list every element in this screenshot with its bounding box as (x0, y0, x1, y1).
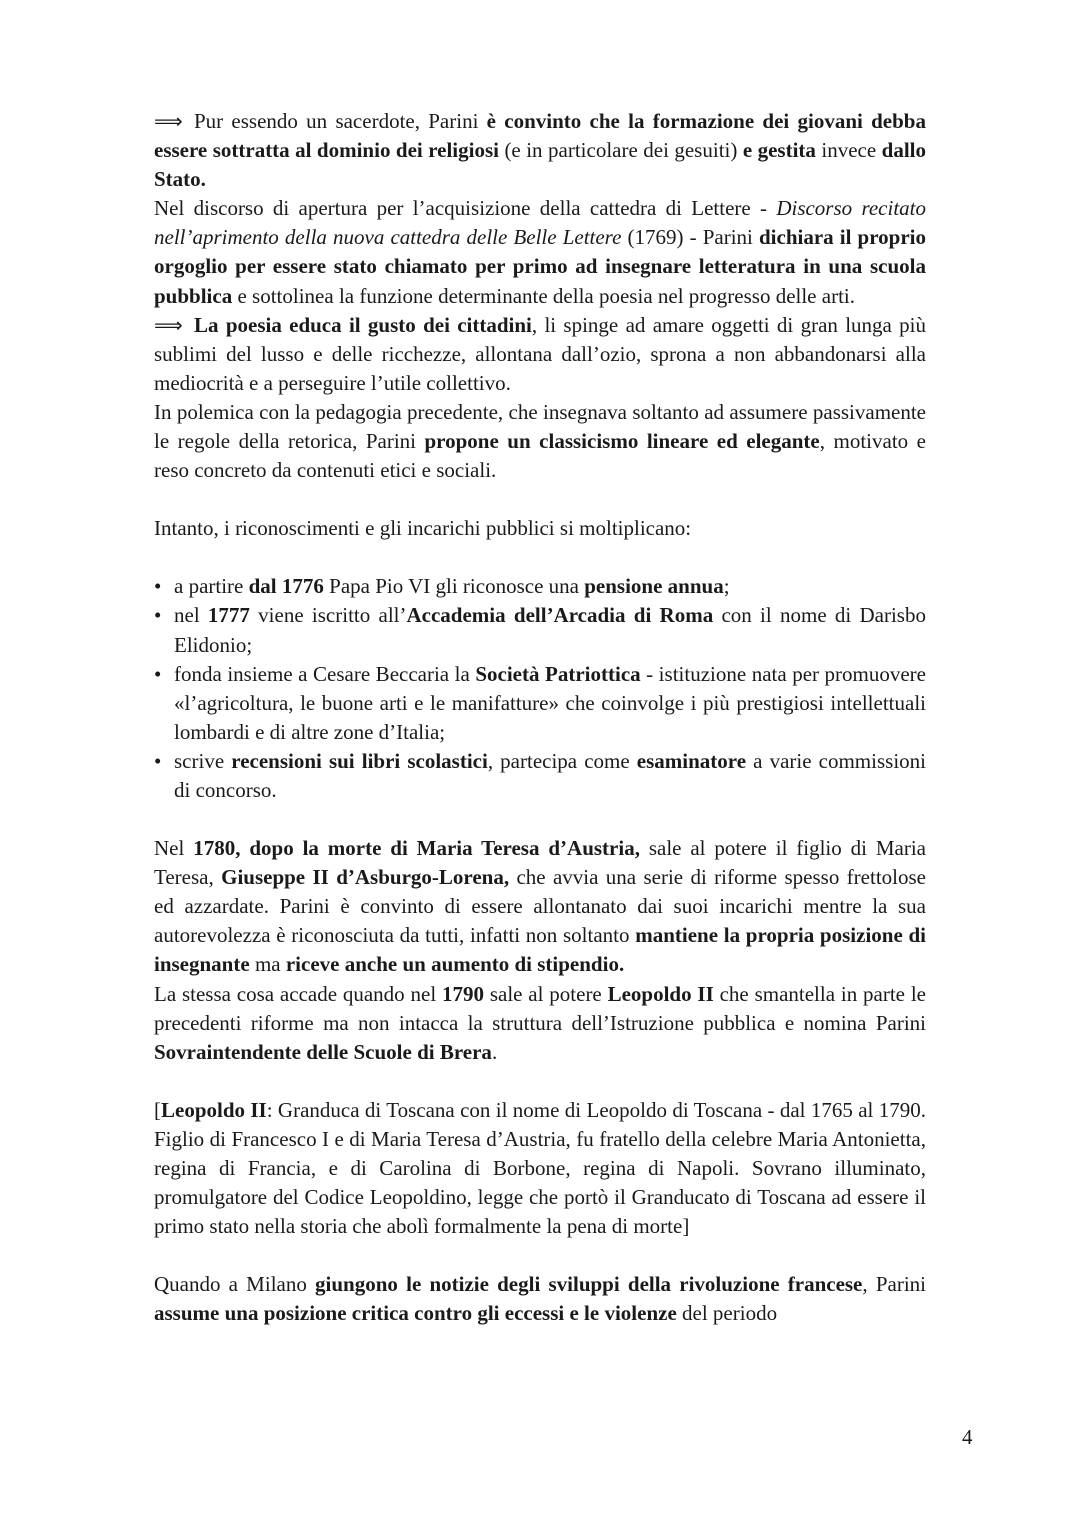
list-item: • a partire dal 1776 Papa Pio VI gli riconosce una pensione annua; (154, 572, 926, 601)
paragraph-discorso: Nel discorso di apertura per l’acquisizione della cattedra di Lettere - Discorso recitato nell’aprimento della nuova cattedra delle Belle Lettere (1769) - Parini dichiara il proprio orgoglio per essere stato chiamato per primo ad insegnare letteratura in una scuola pubblica e sottolinea la funzione determinante della poesia nel progresso delle arti. (154, 196, 926, 308)
spacer (154, 485, 926, 514)
paragraph-poetry: ⟹ La poesia educa il gusto dei cittadini, li spinge ad amare oggetti di gran lunga più sublimi del lusso e delle ricchezze, allontana dall’ozio, sprona a non abbandonarsi alla mediocrità e a perseguire l’utile collettivo. (154, 312, 926, 395)
paragraph-revolution: Quando a Milano giungono le notizie degli sviluppi della rivoluzione francese, Parini assume una posizione critica contro gli eccessi e le violenze del periodo (154, 1272, 926, 1326)
paragraph-classicism: In polemica con la pedagogia precedente, che insegnava soltanto ad assumere passivamente le regole della retorica, Parini propone un classicismo lineare ed elegante, motivato e reso concreto da contenuti etici e sociali. (154, 399, 926, 483)
list-item: • scrive recensioni sui libri scolastici, partecipa come esaminatore a varie commissioni di concorso. (154, 748, 926, 802)
bullet-icon: • (154, 661, 162, 686)
spacer (154, 805, 926, 834)
spacer (154, 1241, 926, 1270)
arrow-icon: ⟹ (154, 109, 183, 133)
paragraph-1790: La stessa cosa accade quando nel 1790 sale al potere Leopoldo II che smantella in parte le precedenti riforme ma non intacca la struttura dell’Istruzione pubblica e nomina Parini Sovraintendente delle Scuole di Brera. (154, 981, 926, 1064)
paragraph-leopoldo-note: [Leopoldo II: Granduca di Toscana con il nome di Leopoldo di Toscana - dal 1765 al 1790. Figlio di Francesco I e di Maria Teresa d’Austria, fu fratello della celebre Maria Antonietta, regina di Francia, e di Carolina di Borbone, regina di Napoli. Sovrano illuminato, promulgatore del Codice Leopoldino, legge che portò il Granducato di Toscana ad essere il primo stato nella storia che abolì formalmente la pena di morte] (154, 1097, 926, 1239)
list-item: • fonda insieme a Cesare Beccaria la Società Patriottica - istituzione nata per promuovere «l’agricoltura, le buone arti e le manifatture» che coinvolge i più prestigiosi intellettuali lombardi e di altre zone d’Italia; (154, 661, 926, 744)
document-page (154, 107, 926, 1328)
arrow-icon: ⟹ (154, 312, 183, 337)
recognitions-list (154, 572, 926, 805)
paragraph-1780: Nel 1780, dopo la morte di Maria Teresa d’Austria, sale al potere il figlio di Maria Teresa, Giuseppe II d’Asburgo-Lorena, che avvia una serie di riforme spesso frettolose ed azzardate. Parini è convinto di essere allontanato dai suoi incarichi mentre la sua autorevolezza è riconosciuta da tutti, infatti non soltanto mantiene la propria posizione di insegnante ma riceve anche un aumento di stipendio. (154, 836, 926, 977)
bullet-icon: • (154, 603, 162, 628)
bullet-icon: • (154, 748, 162, 773)
page-number: 4 (962, 1425, 973, 1449)
spacer (154, 543, 926, 572)
list-item: • nel 1777 viene iscritto all’Accademia dell’Arcadia di Roma con il nome di Darisbo Elidonio; (154, 603, 926, 657)
bullet-icon: • (154, 574, 162, 599)
spacer (154, 1067, 926, 1096)
paragraph-recognitions: Intanto, i riconoscimenti e gli incarichi pubblici si moltiplicano: (154, 516, 692, 541)
paragraph-school-reform: ⟹ Pur essendo un sacerdote, Parini è convinto che la formazione dei giovani debba essere sottratta al dominio dei religiosi (e in particolare dei gesuiti) e gestita invece dallo Stato. (154, 109, 926, 192)
